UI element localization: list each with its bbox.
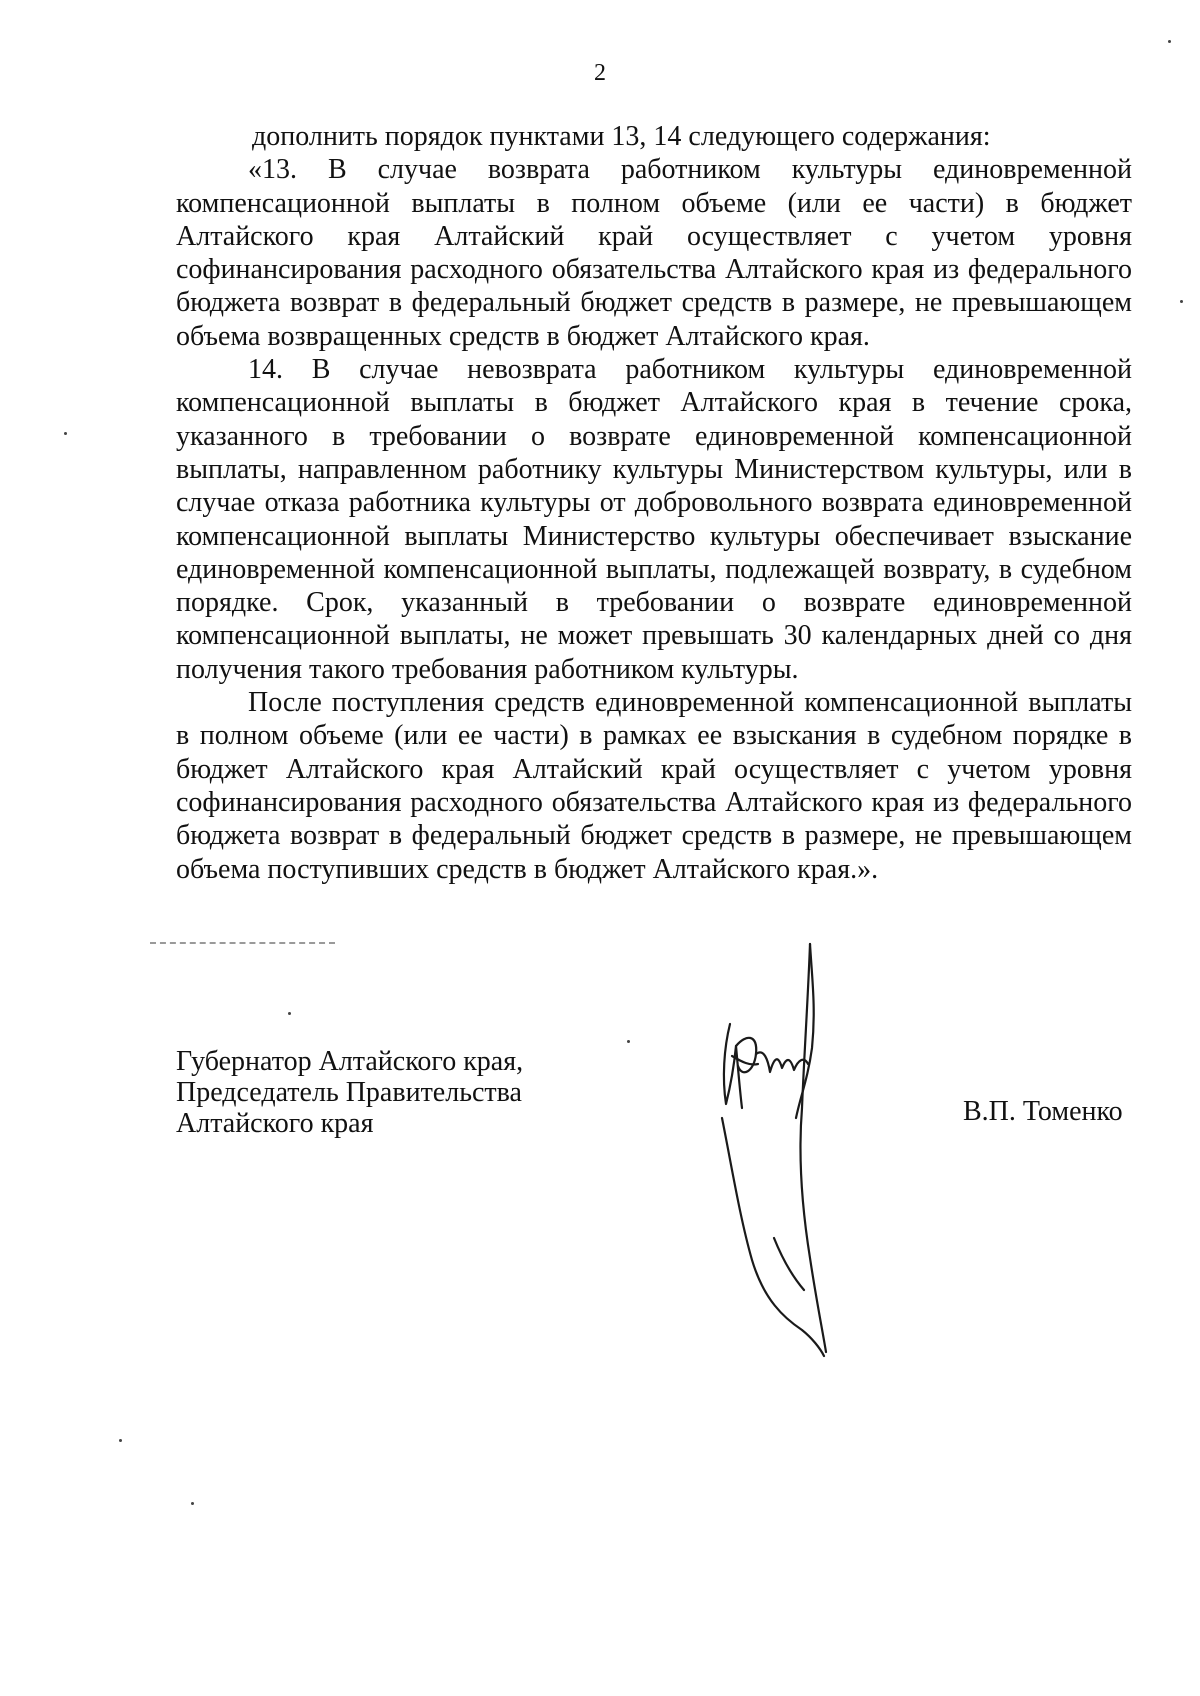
scan-speck <box>64 432 67 435</box>
paragraph-item-13: «13. В случае возврата работником культуры единовременной компенсационной выплаты в полном объеме (или ее части) в бюджет Алтайского края Алтайский край осуществляет с учетом уровня софинансирования расходного обязательства Алтайского края из федерального бюджета возврат в федеральный бюджет средств в размере, не превышающем объема возвращенных средств в бюджет Алтайского края. <box>176 154 1132 352</box>
page-number: 2 <box>594 60 606 86</box>
document-body <box>176 120 1132 886</box>
scan-speck <box>1168 40 1171 43</box>
scan-speck <box>1180 300 1183 303</box>
scan-speck <box>191 1502 194 1505</box>
signer-name: В.П. Томенко <box>963 1096 1123 1127</box>
handwritten-signature <box>712 938 882 1358</box>
scan-speck <box>119 1439 122 1442</box>
signer-title-line-2: Председатель Правительства <box>176 1077 522 1108</box>
lead-line: дополнить порядок пунктами 13, 14 следующего содержания: <box>252 121 991 152</box>
paragraph-after-collection: После поступления средств единовременной компенсационной выплаты в полном объеме (или ее части) в рамках ее взыскания в судебном порядке в бюджет Алтайского края Алтайский край осуществляет с учетом уровня софинансирования расходного обязательства Алтайского края из федерального бюджета возврат в федеральный бюджет средств в размере, не превышающем объема поступивших средств в бюджет Алтайского края.». <box>176 687 1132 885</box>
scan-speck <box>288 1012 291 1015</box>
signer-title-line-3: Алтайского края <box>176 1108 374 1139</box>
signer-title-line-1: Губернатор Алтайского края, <box>176 1046 524 1077</box>
dashed-divider <box>150 942 335 944</box>
signer-title <box>176 1046 523 1139</box>
scan-speck <box>627 1040 630 1043</box>
paragraph-item-14: 14. В случае невозврата работником культуры единовременной компенсационной выплаты в бюджет Алтайского края в течение срока, указанного в требовании о возврате единовременной компенсационной выплаты, направленном работнику культуры Министерством культуры, или в случае отказа работника культуры от добровольного возврата единовременной компенсационной выплаты Министерство культуры обеспечивает взыскание единовременной компенсационной выплаты, подлежащей возврату, в судебном порядке. Срок, указанный в требовании о возврате единовременной компенсационной выплаты, не может превышать 30 календарных дней со дня получения такого требования работником культуры. <box>176 354 1132 685</box>
